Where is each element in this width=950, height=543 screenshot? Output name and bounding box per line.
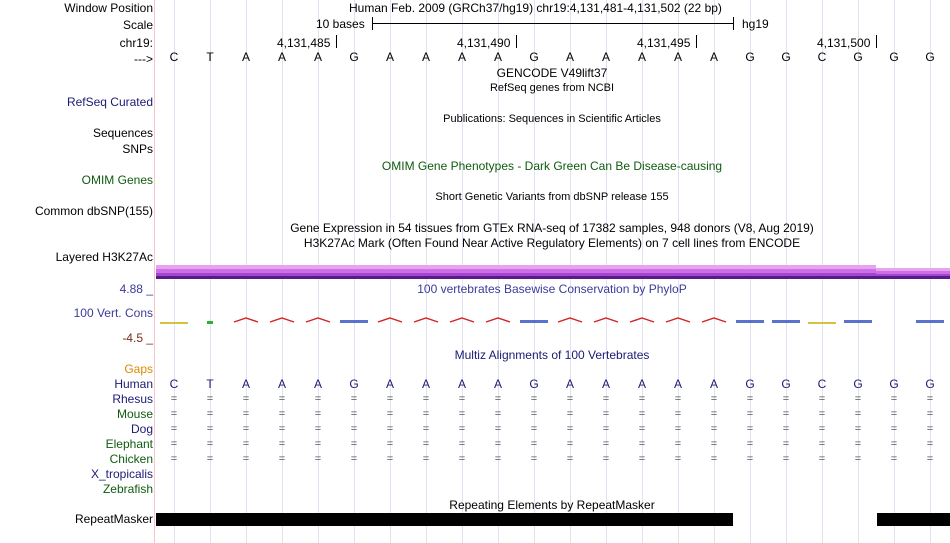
alignment-match: =	[206, 453, 214, 465]
phylop-positive-mark	[414, 318, 438, 322]
alignment-match: =	[386, 453, 394, 465]
alignment-match: =	[422, 408, 430, 420]
base-letter: A	[385, 50, 394, 64]
track-label-divider	[154, 0, 155, 543]
phylop-positive-mark	[702, 318, 726, 322]
species-label-rhesus[interactable]: Rhesus	[112, 392, 153, 406]
position-tick-4: 4,131,500	[817, 36, 871, 50]
human-base: G	[781, 377, 791, 391]
alignment-match: =	[530, 423, 538, 435]
alignment-match: =	[710, 453, 718, 465]
alignment-match: =	[458, 393, 466, 405]
alignment-match: =	[206, 408, 214, 420]
alignment-match: =	[170, 438, 178, 450]
alignment-match: =	[314, 438, 322, 450]
phylop-neutral-mark	[207, 321, 213, 324]
alignment-match: =	[926, 438, 934, 450]
human-base: G	[529, 377, 539, 391]
alignment-match: =	[278, 438, 286, 450]
alignment-match: =	[818, 423, 826, 435]
alignment-match: =	[242, 438, 250, 450]
scale-bases-text: 10 bases	[316, 17, 365, 31]
alignment-match: =	[458, 408, 466, 420]
base-letter: A	[313, 50, 322, 64]
alignment-match: =	[890, 438, 898, 450]
base-letter: A	[457, 50, 466, 64]
chrom-label: chr19:	[119, 36, 153, 50]
species-label-human[interactable]: Human	[114, 377, 153, 391]
alignment-match: =	[926, 423, 934, 435]
alignment-match: =	[854, 393, 862, 405]
alignment-match: =	[566, 408, 574, 420]
alignment-match: =	[386, 393, 394, 405]
base-letter: C	[817, 50, 827, 64]
alignment-match: =	[926, 393, 934, 405]
alignment-match: =	[602, 393, 610, 405]
alignment-match: =	[746, 408, 754, 420]
alignment-match: =	[530, 393, 538, 405]
base-letter: A	[709, 50, 718, 64]
alignment-match: =	[710, 423, 718, 435]
phylop-min-label: -4.5 _	[122, 331, 153, 345]
position-tick-mark-2	[516, 35, 517, 48]
scale-label: Scale	[122, 18, 153, 32]
species-label-chicken[interactable]: Chicken	[109, 452, 153, 466]
alignment-match: =	[386, 438, 394, 450]
base-letter: A	[637, 50, 646, 64]
phylop-positive-mark	[630, 318, 654, 322]
phylop-conservation-plot	[156, 312, 950, 332]
phylop-negative-mark	[844, 320, 872, 323]
alignment-match: =	[890, 423, 898, 435]
alignment-match: =	[530, 438, 538, 450]
human-base: A	[709, 377, 718, 391]
alignment-match: =	[422, 453, 430, 465]
alignment-match: =	[386, 408, 394, 420]
common-dbsnp-label[interactable]: Common dbSNP(155)	[34, 204, 153, 218]
human-base: A	[565, 377, 574, 391]
sequences-label[interactable]: Sequences	[92, 126, 153, 140]
phylop-positive-mark	[234, 318, 258, 322]
assembly-position-text: Human Feb. 2009 (GRCh37/hg19) chr19:4,131,481-4,131,502 (22 bp)	[349, 1, 722, 15]
base-letter: A	[421, 50, 430, 64]
db-name-text: hg19	[742, 17, 769, 31]
human-base: C	[817, 377, 827, 391]
species-label-dog[interactable]: Dog	[130, 422, 153, 436]
position-tick-3: 4,131,495	[637, 36, 691, 50]
alignment-match: =	[530, 453, 538, 465]
base-letter: A	[565, 50, 574, 64]
species-label-x_tropicalis[interactable]: X_tropicalis	[90, 467, 153, 481]
alignment-match: =	[350, 408, 358, 420]
alignment-match: =	[170, 423, 178, 435]
human-base: G	[925, 377, 935, 391]
base-letter: G	[925, 50, 935, 64]
phylop-positive-mark	[306, 318, 330, 322]
alignment-match: =	[278, 423, 286, 435]
alignment-match: =	[710, 408, 718, 420]
alignment-match: =	[818, 408, 826, 420]
alignment-match: =	[566, 393, 574, 405]
multiz-track-title[interactable]: Multiz Alignments of 100 Vertebrates	[454, 348, 650, 362]
alignment-match: =	[674, 453, 682, 465]
alignment-match: =	[890, 453, 898, 465]
alignment-match: =	[854, 423, 862, 435]
human-base: C	[169, 377, 179, 391]
repeatmasker-block-1[interactable]	[156, 513, 733, 526]
human-base: A	[313, 377, 322, 391]
omim-genes-label[interactable]: OMIM Genes	[81, 173, 153, 187]
human-base: A	[637, 377, 646, 391]
phylop-positive-mark	[486, 318, 510, 322]
alignment-match: =	[170, 393, 178, 405]
alignment-match: =	[818, 453, 826, 465]
alignment-match: =	[566, 438, 574, 450]
alignment-match: =	[494, 438, 502, 450]
base-letter: G	[781, 50, 791, 64]
alignment-match: =	[458, 453, 466, 465]
human-base: A	[673, 377, 682, 391]
alignment-match: =	[350, 423, 358, 435]
alignment-match: =	[494, 408, 502, 420]
gencode-track-title[interactable]: GENCODE V49lift37	[496, 66, 608, 80]
alignment-match: =	[818, 438, 826, 450]
position-tick-1: 4,131,485	[277, 36, 331, 50]
phylop-negative-mark	[916, 320, 944, 323]
publications-track-title[interactable]: Publications: Sequences in Scientific Articles	[443, 113, 661, 125]
alignment-match: =	[314, 453, 322, 465]
human-base: A	[457, 377, 466, 391]
phylop-positive-mark	[378, 318, 402, 322]
human-base: A	[421, 377, 430, 391]
phylop-positive-mark	[594, 318, 618, 322]
alignment-match: =	[566, 453, 574, 465]
phylop-positive-mark	[450, 318, 474, 322]
base-letter: G	[853, 50, 863, 64]
alignment-match: =	[170, 453, 178, 465]
phylop-max-label: 4.88 _	[119, 282, 153, 296]
alignment-match: =	[746, 453, 754, 465]
base-letter: G	[349, 50, 359, 64]
human-base: A	[493, 377, 502, 391]
alignment-match: =	[638, 408, 646, 420]
alignment-match: =	[782, 408, 790, 420]
alignment-match: =	[926, 453, 934, 465]
alignment-match: =	[206, 438, 214, 450]
phylop-positive-mark	[558, 318, 582, 322]
base-letter: G	[745, 50, 755, 64]
human-base: A	[241, 377, 250, 391]
phylop-neutral-mark	[160, 322, 188, 324]
base-letter: A	[493, 50, 502, 64]
alignment-match: =	[494, 393, 502, 405]
phylop-positive-mark	[270, 318, 294, 322]
human-base: G	[853, 377, 863, 391]
alignment-match: =	[350, 438, 358, 450]
h3k27ac-band-right-dark	[876, 276, 950, 279]
phylop-negative-mark	[736, 320, 764, 323]
alignment-match: =	[782, 423, 790, 435]
position-tick-mark-4	[876, 35, 877, 48]
alignment-match: =	[638, 438, 646, 450]
species-label-zebrafish[interactable]: Zebrafish	[102, 482, 153, 496]
base-letter: A	[673, 50, 682, 64]
repeatmasker-block-2[interactable]	[877, 513, 950, 526]
alignment-match: =	[890, 393, 898, 405]
base-letter: T	[206, 50, 214, 64]
snps-label[interactable]: SNPs	[122, 142, 153, 156]
alignment-match: =	[746, 438, 754, 450]
phylop-negative-mark	[520, 320, 548, 323]
alignment-match: =	[350, 393, 358, 405]
alignment-match: =	[602, 438, 610, 450]
layered-h3k27ac-label[interactable]: Layered H3K27Ac	[55, 250, 153, 264]
alignment-match: =	[638, 423, 646, 435]
alignment-match: =	[854, 438, 862, 450]
gaps-label[interactable]: Gaps	[124, 362, 153, 376]
alignment-match: =	[530, 408, 538, 420]
human-base: G	[889, 377, 899, 391]
human-base: G	[745, 377, 755, 391]
alignment-match: =	[314, 408, 322, 420]
alignment-match: =	[278, 453, 286, 465]
alignment-match: =	[602, 408, 610, 420]
alignment-match: =	[422, 423, 430, 435]
omim-track-title[interactable]: OMIM Gene Phenotypes - Dark Green Can Be Disease-causing	[381, 159, 723, 173]
base-letter: A	[241, 50, 250, 64]
window-position-label: Window Position	[64, 1, 153, 15]
alignment-match: =	[674, 423, 682, 435]
alignment-match: =	[674, 393, 682, 405]
phylop-negative-mark	[772, 320, 800, 323]
repeatmasker-label[interactable]: RepeatMasker	[74, 512, 153, 526]
repeatmasker-track-title[interactable]: Repeating Elements by RepeatMasker	[449, 498, 655, 512]
human-base: A	[385, 377, 394, 391]
alignment-match: =	[818, 393, 826, 405]
species-label-elephant[interactable]: Elephant	[105, 437, 153, 451]
alignment-match: =	[854, 408, 862, 420]
alignment-match: =	[854, 453, 862, 465]
refseq-track-subtitle[interactable]: RefSeq genes from NCBI	[489, 82, 615, 94]
h3k27ac-band-dark	[156, 276, 876, 279]
alignment-match: =	[602, 453, 610, 465]
alignment-match: =	[314, 423, 322, 435]
h3k27ac-signal-band-right	[876, 268, 950, 279]
alignment-match: =	[674, 408, 682, 420]
alignment-match: =	[242, 453, 250, 465]
alignment-match: =	[890, 408, 898, 420]
alignment-match: =	[170, 408, 178, 420]
alignment-match: =	[314, 393, 322, 405]
alignment-match: =	[206, 423, 214, 435]
human-base: G	[349, 377, 359, 391]
base-letter: A	[601, 50, 610, 64]
alignment-match: =	[242, 393, 250, 405]
alignment-match: =	[746, 393, 754, 405]
human-base: A	[277, 377, 286, 391]
alignment-match: =	[422, 393, 430, 405]
refseq-curated-label[interactable]: RefSeq Curated	[66, 95, 153, 109]
scale-bar-left-tick	[372, 17, 373, 30]
human-base: T	[206, 377, 214, 391]
alignment-match: =	[710, 438, 718, 450]
base-letter: G	[529, 50, 539, 64]
phylop-positive-mark	[666, 318, 690, 322]
alignment-match: =	[782, 393, 790, 405]
position-tick-mark-1	[336, 35, 337, 48]
alignment-match: =	[242, 408, 250, 420]
alignment-match: =	[566, 423, 574, 435]
alignment-match: =	[386, 423, 394, 435]
alignment-match: =	[782, 438, 790, 450]
base-letter: A	[277, 50, 286, 64]
alignment-match: =	[242, 423, 250, 435]
alignment-match: =	[926, 408, 934, 420]
alignment-match: =	[494, 453, 502, 465]
alignment-match: =	[278, 408, 286, 420]
alignment-match: =	[494, 423, 502, 435]
alignment-match: =	[350, 453, 358, 465]
alignment-match: =	[206, 393, 214, 405]
dbsnp-track-title[interactable]: Short Genetic Variants from dbSNP release 155	[435, 191, 669, 203]
base-letter: C	[169, 50, 179, 64]
strand-label: --->	[134, 52, 153, 66]
h3k27ac-track-title[interactable]: H3K27Ac Mark (Often Found Near Active Regulatory Elements) on 7 cell lines from ENCODE	[303, 236, 801, 250]
alignment-match: =	[746, 423, 754, 435]
scale-bar-right-tick	[733, 17, 734, 30]
alignment-match: =	[458, 438, 466, 450]
base-letter: G	[889, 50, 899, 64]
alignment-match: =	[674, 438, 682, 450]
alignment-match: =	[602, 423, 610, 435]
alignment-match: =	[782, 453, 790, 465]
h3k27ac-signal-band	[156, 265, 876, 279]
gtex-track-title[interactable]: Gene Expression in 54 tissues from GTEx RNA-seq of 17382 samples, 948 donors (V8, Aug 2019)	[290, 221, 814, 235]
alignment-match: =	[422, 438, 430, 450]
alignment-match: =	[638, 453, 646, 465]
phylop-negative-mark	[340, 320, 368, 323]
phylop-track-title[interactable]: 100 vertebrates Basewise Conservation by PhyloP	[417, 282, 687, 296]
scale-bar	[372, 23, 733, 24]
human-base: A	[601, 377, 610, 391]
alignment-match: =	[638, 393, 646, 405]
alignment-match: =	[458, 423, 466, 435]
phylop-track-label[interactable]: 100 Vert. Cons	[73, 306, 153, 320]
alignment-match: =	[278, 393, 286, 405]
position-tick-2: 4,131,490	[457, 36, 511, 50]
phylop-neutral-mark	[808, 322, 836, 324]
species-label-mouse[interactable]: Mouse	[116, 407, 153, 421]
alignment-match: =	[710, 393, 718, 405]
position-tick-mark-3	[696, 35, 697, 48]
